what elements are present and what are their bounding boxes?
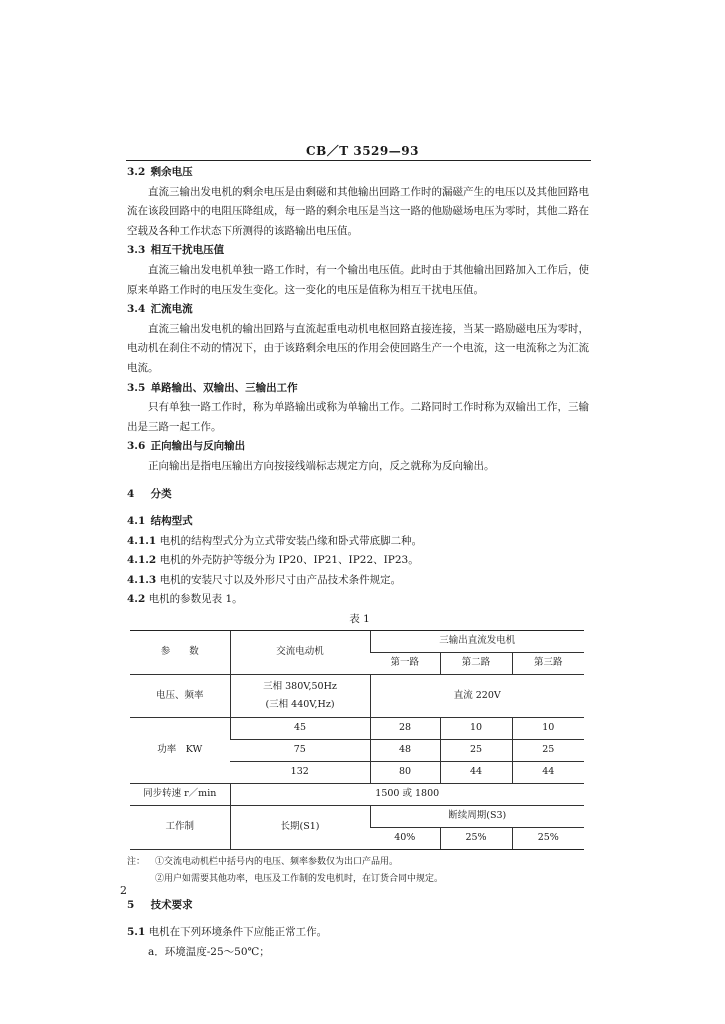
- parameters-table: [130, 630, 584, 850]
- section-3-5-text: 只有单独一路工作时，称为单路输出或称为单输出工作。二路同时工作时称为双输出工作，三输出是三路一起工作。: [127, 401, 589, 433]
- table-notes: [127, 854, 592, 888]
- section-5-1-a: a．环境温度-25～50℃；: [148, 945, 270, 958]
- spacer: [127, 504, 592, 512]
- table-header-param: 参 数: [130, 630, 230, 674]
- note-line-1: 注： ①交流电动机栏中括号内的电压、频率参数仅为出口产品用。: [127, 856, 399, 867]
- section-5-1: 5.1 电机在下列环境条件下应能正常工作。: [127, 926, 328, 939]
- page-number: 2: [120, 884, 127, 897]
- table-cell-duty-ac: 长期(S1): [230, 805, 370, 849]
- section-3-4-text: 直流三输出发电机的输出回路与直流起重电动机电枢回路直接连接，当某一路励磁电压为零时，电动机在刹住不动的情况下，由于该路剩余电压的作用会使回路生产一个电流，这一电流称之为汇流电流。: [127, 322, 589, 374]
- table-cell: 75: [230, 739, 370, 761]
- table-cell: 44: [512, 761, 584, 783]
- table-cell-voltage-dc: 直流 220V: [370, 674, 584, 717]
- table-cell: 25: [512, 739, 584, 761]
- table-cell: 25%: [440, 827, 512, 849]
- table-header-road1: 第一路: [370, 652, 440, 674]
- table-cell-speed-label: 同步转速 r／min: [130, 783, 230, 805]
- table-row-power-1: [130, 717, 584, 739]
- spacer: [127, 477, 592, 485]
- section-3-3-text: 直流三输出发电机单独一路工作时，有一个输出电压值。此时由于其他输出回路加入工作后，使原来单路工作时的电压发生变化。这一变化的电压是值称为相互干扰电压值。: [127, 263, 589, 296]
- table-cell-speed-value: 1500 或 1800: [230, 783, 584, 805]
- note-line-2: ②用户如需要其他功率，电压及工作制的发电机时，在订货合同中规定。: [155, 873, 444, 884]
- section-3-3-heading: 3.3 相互干扰电压值: [127, 244, 225, 257]
- table-cell-voltage-label: 电压、频率: [130, 674, 230, 717]
- table-cell-voltage-ac: 三相 380V,50Hz (三相 440V,Hz): [230, 674, 370, 717]
- document-body: [127, 163, 592, 962]
- section-3-2-heading: 3.2 剩余电压: [127, 166, 193, 178]
- section-4-1-1: 4.1.1 电机的结构型式分为立式带安装凸缘和卧式带底脚二种。: [127, 534, 423, 547]
- table-cell: 44: [440, 761, 512, 783]
- table-header-road2: 第二路: [440, 652, 512, 674]
- table-cell: 28: [370, 717, 440, 739]
- spacer: [127, 888, 592, 896]
- table-cell: 45: [230, 717, 370, 739]
- table-row-duty-1: [130, 805, 584, 827]
- table-cell: 10: [512, 717, 584, 739]
- section-4-1-2: 4.1.2 电机的外壳防护等级分为 IP20、IP21、IP22、IP23。: [127, 554, 419, 567]
- section-3-5-heading: 3.5 单路输出、双输出、三输出工作: [127, 381, 298, 394]
- table-cell-duty-label: 工作制: [130, 805, 230, 849]
- table-cell-power-label: 功率 KW: [130, 717, 230, 783]
- table-row-speed: [130, 783, 584, 805]
- section-4-1-heading: 4.1 结构型式: [127, 515, 193, 528]
- table-header-ac: 交流电动机: [230, 630, 370, 674]
- section-5-heading: 5 技术要求: [127, 898, 193, 911]
- section-3-6-heading: 3.6 正向输出与反向输出: [127, 440, 246, 453]
- section-4-heading: 4 分类: [127, 487, 172, 500]
- spacer: [127, 915, 592, 923]
- page-header: CB／T 3529—93: [306, 144, 419, 158]
- section-4-2: 4.2 电机的参数见表 1。: [127, 593, 243, 606]
- section-3-2-text: 直流三输出发电机的剩余电压是由剩磁和其他输出回路工作时的漏磁产生的电压以及其他回路电流在该段回路中的电阻压降组成，每一路的剩余电压是当这一路的他励磁场电压为零时，其他二路在空载及各种工作状态下所测得的该路输出电压值。: [127, 185, 589, 237]
- table-row-voltage: [130, 674, 584, 717]
- section-3-4-heading: 3.4 汇流电流: [127, 303, 193, 316]
- table-cell: 80: [370, 761, 440, 783]
- section-4-1-3: 4.1.3 电机的安装尺寸以及外形尺寸由产品技术条件规定。: [127, 573, 402, 586]
- section-3-6-text: 正向输出是指电压输出方向按接线端标志规定方向，反之就称为反向输出。: [148, 459, 495, 472]
- table-header-road3: 第三路: [512, 652, 584, 674]
- table-cell: 25: [440, 739, 512, 761]
- table-cell: 25%: [512, 827, 584, 849]
- table-cell: 40%: [370, 827, 440, 849]
- table-header-row: [130, 630, 584, 652]
- table-title: 表 1: [349, 613, 370, 626]
- table-cell: 132: [230, 761, 370, 783]
- header-rule: [126, 160, 591, 161]
- table-cell-duty-dc: 断续周期(S3): [370, 805, 584, 827]
- table-cell: 48: [370, 739, 440, 761]
- table-header-dc: 三输出直流发电机: [370, 630, 584, 652]
- table-cell: 10: [440, 717, 512, 739]
